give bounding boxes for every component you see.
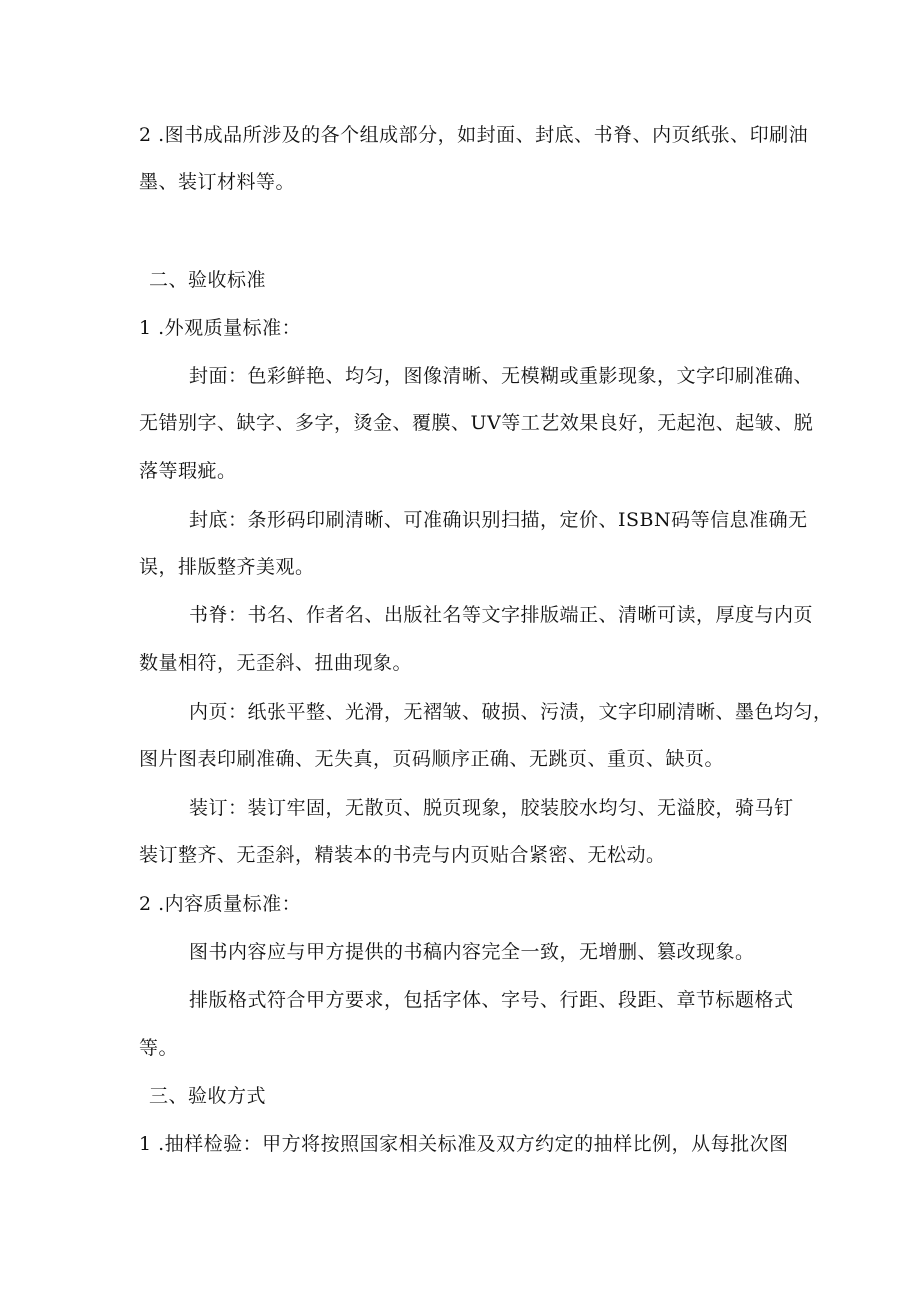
subsection-content: 2 .内容质量标准： xyxy=(139,893,302,915)
inner-pages-line-2: 图片图表印刷准确、无失真，页码顺序正确、无跳页、重页、缺页。 xyxy=(139,748,725,770)
cover-line-3: 落等瑕疵。 xyxy=(139,460,237,482)
format-line-2: 等。 xyxy=(139,1037,179,1059)
section-heading-3: 三、验收方式 xyxy=(149,1085,267,1107)
item-2-line-2: 墨、装订材料等。 xyxy=(139,171,296,193)
binding-line-2: 装订整齐、无歪斜，精装本的书壳与内页贴合紧密、无松动。 xyxy=(139,844,666,866)
back-cover-line-2: 误，排版整齐美观。 xyxy=(139,556,315,578)
binding-line-1: 装订：装订牢固，无散页、脱页现象，胶装胶水均匀、无溢胶，骑马钉 xyxy=(189,797,794,819)
spine-line-2: 数量相符，无歪斜、扭曲现象。 xyxy=(139,652,413,674)
format-line-1: 排版格式符合甲方要求，包括字体、字号、行距、段距、章节标题格式 xyxy=(189,989,794,1011)
back-cover-line-1: 封底：条形码印刷清晰、可准确识别扫描，定价、ISBN码等信息准确无 xyxy=(189,509,808,531)
content-line-1: 图书内容应与甲方提供的书稿内容完全一致，无增删、篡改现象。 xyxy=(189,941,755,963)
item-2-line-1: 2 .图书成品所涉及的各个组成部分，如封面、封底、书脊、内页纸张、印刷油 xyxy=(139,124,809,146)
cover-line-1: 封面：色彩鲜艳、均匀，图像清晰、无模糊或重影现象，文字印刷准确、 xyxy=(189,365,814,387)
cover-line-2: 无错别字、缺字、多字，烫金、覆膜、UV等工艺效果良好，无起泡、起皱、脱 xyxy=(139,412,814,434)
sampling-line-1: 1 .抽样检验：甲方将按照国家相关标准及双方约定的抽样比例，从每批次图 xyxy=(139,1133,789,1155)
section-heading-2: 二、验收标准 xyxy=(149,269,267,291)
subsection-appearance: 1 .外观质量标准： xyxy=(139,317,302,339)
inner-pages-line-1: 内页：纸张平整、光滑，无褶皱、破损、污渍，文字印刷清晰、墨色均匀， xyxy=(189,701,833,723)
spine-line-1: 书脊：书名、作者名、出版社名等文字排版端正、清晰可读，厚度与内页 xyxy=(189,604,814,626)
